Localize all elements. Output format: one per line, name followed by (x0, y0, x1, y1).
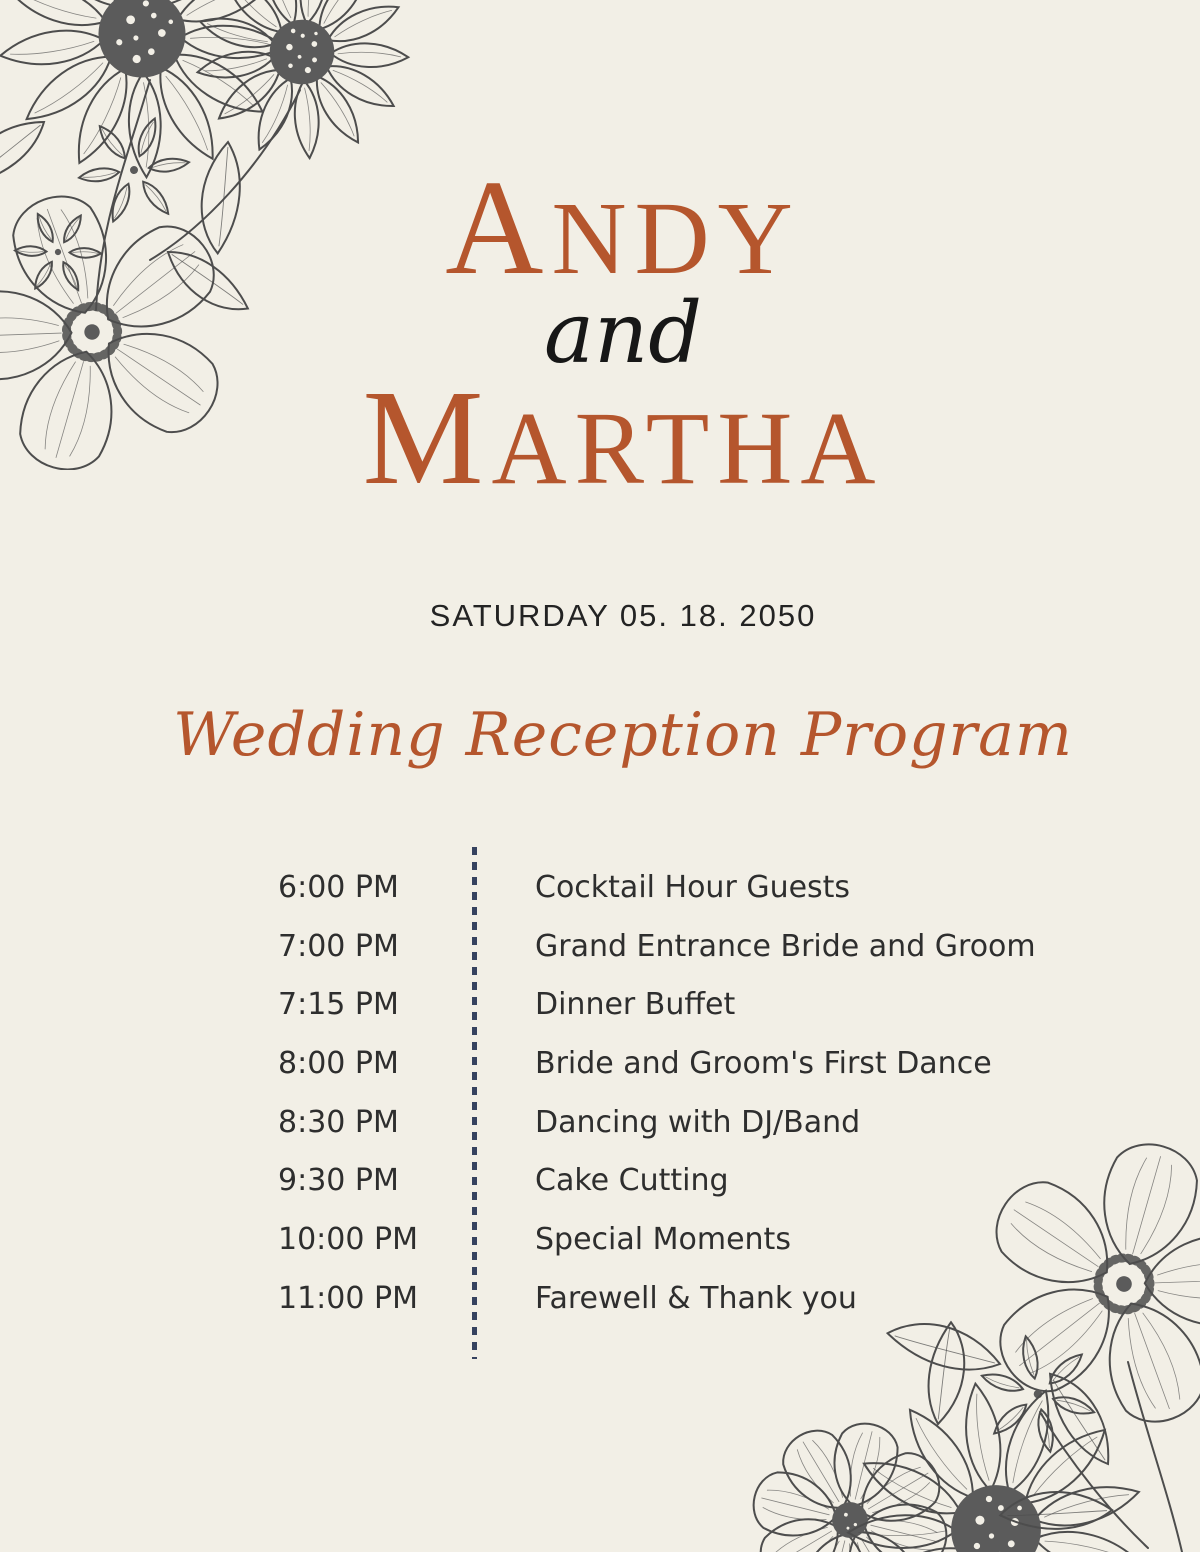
schedule-time: 9:30 PM (278, 1163, 399, 1199)
schedule-time: 6:00 PM (278, 869, 399, 905)
bride-name: MARTHA (362, 363, 884, 513)
schedule-row (278, 917, 1038, 976)
schedule-row (278, 1034, 1038, 1093)
conjunction-text: and (544, 284, 702, 382)
schedule-row (278, 975, 1038, 1034)
schedule-event: Cocktail Hour Guests (535, 869, 851, 905)
schedule-event: Special Moments (535, 1221, 791, 1257)
program-title: Wedding Reception Program (173, 700, 1073, 770)
schedule-row (278, 1093, 1038, 1152)
schedule-event: Grand Entrance Bride and Groom (535, 928, 1036, 964)
schedule-time: 7:15 PM (278, 987, 399, 1023)
schedule-row (278, 1269, 1038, 1328)
schedule-row (278, 1210, 1038, 1269)
schedule-list (278, 858, 1038, 1328)
schedule-row (278, 858, 1038, 917)
schedule-event: Farewell & Thank you (535, 1280, 857, 1316)
schedule-time: 8:00 PM (278, 1045, 399, 1081)
schedule-time: 11:00 PM (278, 1280, 418, 1316)
schedule-event: Bride and Groom's First Dance (535, 1045, 992, 1081)
schedule-time: 7:00 PM (278, 928, 399, 964)
schedule-row (278, 1151, 1038, 1210)
schedule-event: Dinner Buffet (535, 987, 736, 1023)
schedule-event: Dancing with DJ/Band (535, 1104, 861, 1140)
schedule-time: 10:00 PM (278, 1221, 418, 1257)
schedule-event: Cake Cutting (535, 1163, 729, 1199)
event-date: SATURDAY 05. 18. 2050 (429, 598, 817, 633)
schedule-time: 8:30 PM (278, 1104, 399, 1140)
groom-name: ANDY (445, 153, 801, 303)
